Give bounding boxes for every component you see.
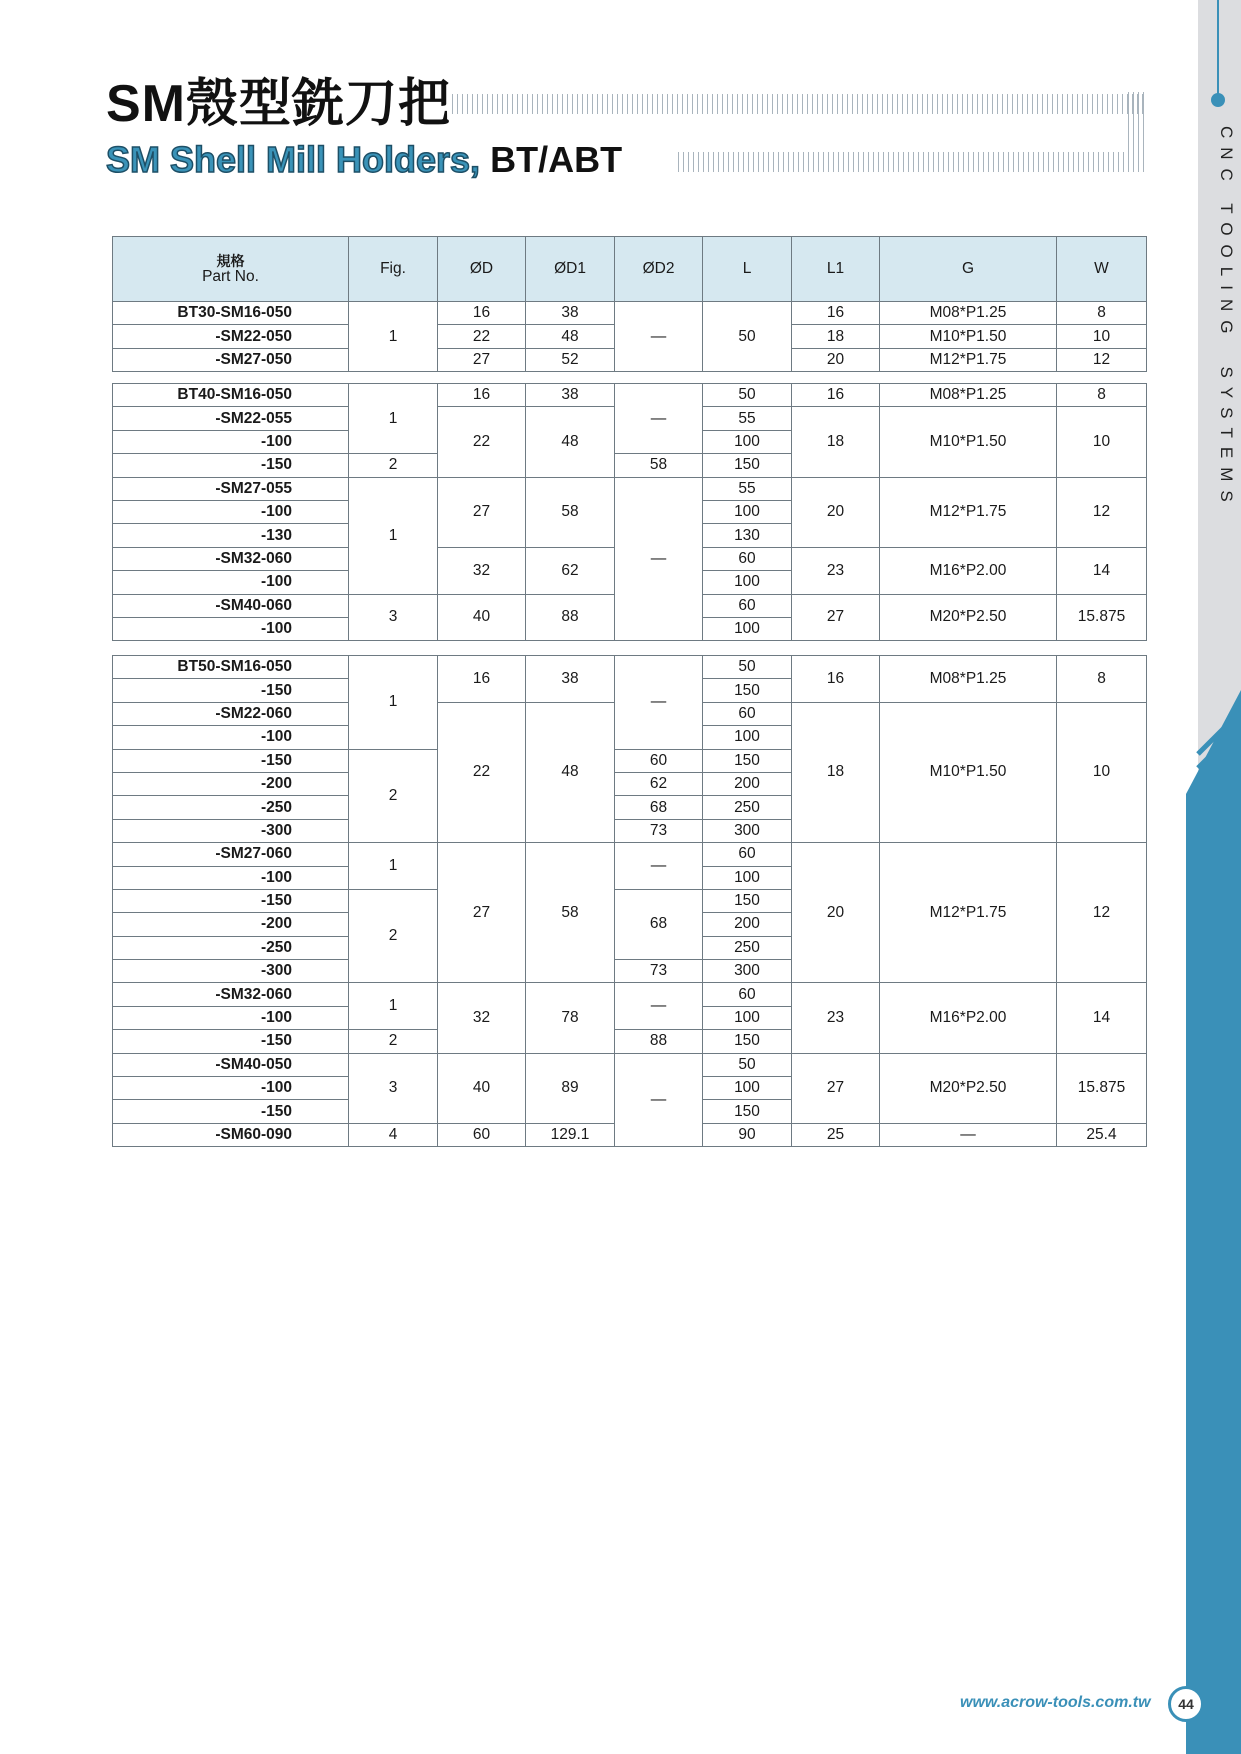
table-header-row (113, 237, 1147, 302)
part-no-cell: -100 (113, 726, 349, 749)
g-cell: M12*P1.75 (880, 843, 1057, 983)
l-cell: 150 (703, 454, 792, 477)
d-cell: 40 (438, 594, 526, 641)
l-cell: 150 (703, 889, 792, 912)
l1-cell: 18 (792, 407, 880, 477)
g-cell: M16*P2.00 (880, 983, 1057, 1053)
l-cell: 100 (703, 726, 792, 749)
d-cell: 32 (438, 983, 526, 1053)
part-no-cell: -SM27-050 (113, 348, 349, 371)
page-number-badge: 44 (1168, 1686, 1204, 1722)
part-no-cell: -100 (113, 1077, 349, 1100)
l-cell: 50 (703, 302, 792, 372)
d2-cell: 60 (615, 749, 703, 772)
fig-cell: 2 (349, 1030, 438, 1053)
d1-cell: 38 (526, 656, 615, 703)
g-cell: M08*P1.25 (880, 656, 1057, 703)
part-no-cell: -100 (113, 500, 349, 523)
w-cell: 15.875 (1057, 594, 1147, 641)
l-cell: 200 (703, 913, 792, 936)
l-cell: 55 (703, 407, 792, 430)
l-cell: 150 (703, 1030, 792, 1053)
d1-cell: 38 (526, 302, 615, 325)
d2-cell: — (615, 477, 703, 641)
page-title: SM殼型銑刀把 (106, 75, 452, 133)
d2-cell: 68 (615, 796, 703, 819)
fig-cell: 3 (349, 594, 438, 641)
l-cell: 60 (703, 843, 792, 866)
part-no-cell: -250 (113, 936, 349, 959)
l1-cell: 16 (792, 384, 880, 407)
l-cell: 130 (703, 524, 792, 547)
table-row (113, 302, 1147, 325)
l-cell: 60 (703, 983, 792, 1006)
part-no-cell: -150 (113, 889, 349, 912)
part-no-cell: -100 (113, 866, 349, 889)
d2-cell: — (615, 656, 703, 750)
title-decoration-bracket (1128, 92, 1146, 172)
l-cell: 200 (703, 772, 792, 795)
w-cell: 10 (1057, 325, 1147, 348)
title-decoration-hatch-bottom (678, 152, 1144, 172)
part-no-cell: -SM22-050 (113, 325, 349, 348)
fig-cell: 4 (349, 1123, 438, 1146)
l1-cell: 16 (792, 656, 880, 703)
d-cell: 40 (438, 1053, 526, 1123)
fig-cell: 2 (349, 749, 438, 843)
d1-cell: 52 (526, 348, 615, 371)
d2-cell: 68 (615, 889, 703, 959)
header-l: L (703, 237, 792, 302)
fig-cell: 1 (349, 384, 438, 454)
d1-cell: 88 (526, 594, 615, 641)
l-cell: 50 (703, 656, 792, 679)
fig-cell: 3 (349, 1053, 438, 1123)
sidebar-label (1206, 126, 1236, 511)
w-cell: 8 (1057, 384, 1147, 407)
d-cell: 16 (438, 384, 526, 407)
d-cell: 27 (438, 843, 526, 983)
sidebar-label-part1: CNC TOOLING (1217, 126, 1236, 343)
part-no-cell: -100 (113, 617, 349, 640)
l1-cell: 20 (792, 348, 880, 371)
l1-cell: 25 (792, 1123, 880, 1146)
g-cell: M10*P1.50 (880, 407, 1057, 477)
table-row (113, 477, 1147, 500)
part-no-cell: -SM27-055 (113, 477, 349, 500)
d2-cell: — (615, 1053, 703, 1147)
l-cell: 150 (703, 749, 792, 772)
part-no-cell: -SM32-060 (113, 547, 349, 570)
g-cell: M12*P1.75 (880, 348, 1057, 371)
part-no-cell: BT40-SM16-050 (113, 384, 349, 407)
w-cell: 14 (1057, 983, 1147, 1053)
header-g: G (880, 237, 1057, 302)
g-cell: M20*P2.50 (880, 594, 1057, 641)
fig-cell: 2 (349, 454, 438, 477)
d-cell: 60 (438, 1123, 526, 1146)
w-cell: 15.875 (1057, 1053, 1147, 1123)
part-no-cell: -250 (113, 796, 349, 819)
l-cell: 50 (703, 384, 792, 407)
sidebar-stripe-decoration (1186, 690, 1241, 1754)
w-cell: 12 (1057, 477, 1147, 547)
page-subtitle (106, 138, 622, 182)
table-row (113, 843, 1147, 866)
l1-cell: 23 (792, 547, 880, 594)
w-cell: 8 (1057, 302, 1147, 325)
l1-cell: 27 (792, 594, 880, 641)
sidebar-label-part2: SYSTEMS (1217, 366, 1236, 511)
w-cell: 14 (1057, 547, 1147, 594)
l-cell: 300 (703, 960, 792, 983)
part-no-cell: -150 (113, 1030, 349, 1053)
subtitle-blue: SM Shell Mill Holders, (106, 139, 481, 180)
footer-website-link[interactable]: www.acrow-tools.com.tw (960, 1694, 1151, 1711)
d-cell: 16 (438, 656, 526, 703)
w-cell: 8 (1057, 656, 1147, 703)
d1-cell: 48 (526, 325, 615, 348)
l-cell: 300 (703, 819, 792, 842)
d-cell: 16 (438, 302, 526, 325)
part-no-cell: -130 (113, 524, 349, 547)
fig-cell: 1 (349, 843, 438, 890)
fig-cell: 1 (349, 656, 438, 750)
title-decoration-hatch-top (452, 94, 1144, 114)
l1-cell: 27 (792, 1053, 880, 1123)
w-cell: 12 (1057, 843, 1147, 983)
part-no-cell: -150 (113, 749, 349, 772)
g-cell: M16*P2.00 (880, 547, 1057, 594)
d1-cell: 48 (526, 702, 615, 842)
d-cell: 22 (438, 702, 526, 842)
part-no-cell: -150 (113, 454, 349, 477)
header-w: W (1057, 237, 1147, 302)
d2-cell: 58 (615, 454, 703, 477)
d-cell: 22 (438, 325, 526, 348)
spec-table-bt30 (112, 236, 1147, 372)
part-no-cell: -150 (113, 1100, 349, 1123)
spec-table-bt40 (112, 383, 1147, 641)
part-no-cell: -SM27-060 (113, 843, 349, 866)
w-cell: 10 (1057, 702, 1147, 842)
d2-cell: 88 (615, 1030, 703, 1053)
d2-cell: 73 (615, 960, 703, 983)
part-no-cell: -300 (113, 819, 349, 842)
d1-cell: 58 (526, 843, 615, 983)
d-cell: 27 (438, 477, 526, 547)
g-cell: M08*P1.25 (880, 302, 1057, 325)
l1-cell: 18 (792, 325, 880, 348)
d1-cell: 89 (526, 1053, 615, 1123)
fig-cell: 2 (349, 889, 438, 983)
d-cell: 32 (438, 547, 526, 594)
l1-cell: 16 (792, 302, 880, 325)
g-cell: — (880, 1123, 1057, 1146)
d1-cell: 62 (526, 547, 615, 594)
d1-cell: 38 (526, 384, 615, 407)
d1-cell: 129.1 (526, 1123, 615, 1146)
l-cell: 150 (703, 1100, 792, 1123)
l-cell: 250 (703, 796, 792, 819)
l-cell: 60 (703, 594, 792, 617)
l-cell: 100 (703, 500, 792, 523)
part-no-cell: -200 (113, 913, 349, 936)
table-row (113, 384, 1147, 407)
d1-cell: 48 (526, 407, 615, 477)
g-cell: M10*P1.50 (880, 325, 1057, 348)
d2-cell: 73 (615, 819, 703, 842)
part-no-cell: -150 (113, 679, 349, 702)
header-part-no: 規格 Part No. (113, 237, 349, 302)
header-l1: L1 (792, 237, 880, 302)
part-no-cell: -200 (113, 772, 349, 795)
sidebar-dot-icon (1211, 93, 1225, 107)
header-d1: ØD1 (526, 237, 615, 302)
l1-cell: 20 (792, 477, 880, 547)
w-cell: 12 (1057, 348, 1147, 371)
part-no-cell: -100 (113, 571, 349, 594)
header-d: ØD (438, 237, 526, 302)
l-cell: 100 (703, 571, 792, 594)
l-cell: 50 (703, 1053, 792, 1076)
fig-cell: 1 (349, 477, 438, 594)
l-cell: 90 (703, 1123, 792, 1146)
g-cell: M12*P1.75 (880, 477, 1057, 547)
header-d2: ØD2 (615, 237, 703, 302)
part-no-cell: -100 (113, 1006, 349, 1029)
table-row (113, 1053, 1147, 1076)
g-cell: M08*P1.25 (880, 384, 1057, 407)
l-cell: 250 (703, 936, 792, 959)
d2-cell: — (615, 302, 703, 372)
part-no-cell: BT50-SM16-050 (113, 656, 349, 679)
d2-cell: — (615, 843, 703, 890)
part-no-cell: -SM40-060 (113, 594, 349, 617)
w-cell: 10 (1057, 407, 1147, 477)
d2-cell: — (615, 384, 703, 454)
part-no-cell: -SM22-055 (113, 407, 349, 430)
d2-cell: — (615, 983, 703, 1030)
part-no-cell: -300 (113, 960, 349, 983)
table-row (113, 656, 1147, 679)
fig-cell: 1 (349, 983, 438, 1030)
d2-cell: 62 (615, 772, 703, 795)
part-no-cell: -SM60-090 (113, 1123, 349, 1146)
spec-table-bt50 (112, 655, 1147, 1147)
d1-cell: 58 (526, 477, 615, 547)
l1-cell: 23 (792, 983, 880, 1053)
l-cell: 100 (703, 866, 792, 889)
l1-cell: 20 (792, 843, 880, 983)
part-no-cell: -100 (113, 430, 349, 453)
l-cell: 55 (703, 477, 792, 500)
w-cell: 25.4 (1057, 1123, 1147, 1146)
l-cell: 100 (703, 1077, 792, 1100)
fig-cell: 1 (349, 302, 438, 372)
l1-cell: 18 (792, 702, 880, 842)
part-no-cell: BT30-SM16-050 (113, 302, 349, 325)
l-cell: 100 (703, 430, 792, 453)
header-fig: Fig. (349, 237, 438, 302)
d-cell: 22 (438, 407, 526, 477)
l-cell: 150 (703, 679, 792, 702)
l-cell: 60 (703, 547, 792, 570)
g-cell: M20*P2.50 (880, 1053, 1057, 1123)
sidebar-accent-line (1217, 0, 1219, 100)
d1-cell: 78 (526, 983, 615, 1053)
part-no-cell: -SM32-060 (113, 983, 349, 1006)
table-row (113, 983, 1147, 1006)
part-no-cell: -SM40-050 (113, 1053, 349, 1076)
subtitle-dark: BT/ABT (490, 139, 623, 180)
l-cell: 100 (703, 617, 792, 640)
d-cell: 27 (438, 348, 526, 371)
g-cell: M10*P1.50 (880, 702, 1057, 842)
l-cell: 60 (703, 702, 792, 725)
part-no-cell: -SM22-060 (113, 702, 349, 725)
l-cell: 100 (703, 1006, 792, 1029)
